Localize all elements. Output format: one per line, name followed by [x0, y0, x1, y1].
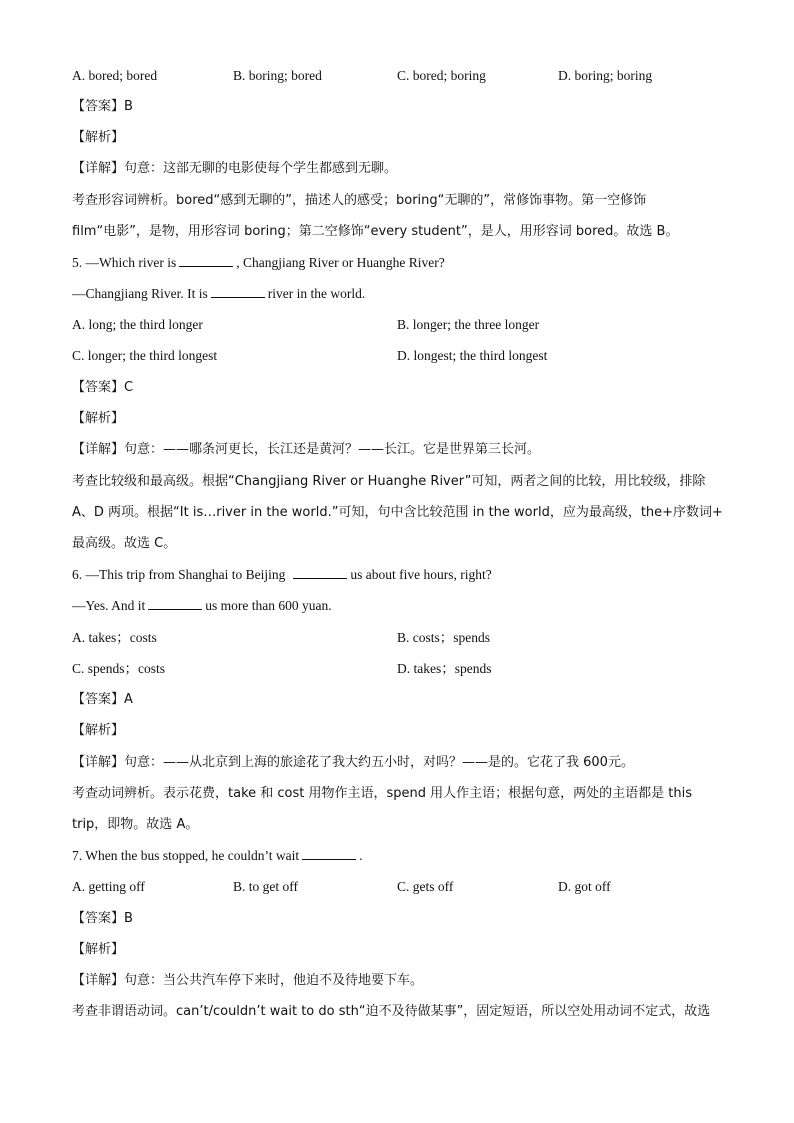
q6-explanation-1: 考查动词辨析。表示花费，take 和 cost 用物作主语，spend 用人作主语；根据句意，两处的主语都是 this — [72, 786, 692, 801]
q7-analysis-label: 【解析】 — [72, 942, 125, 957]
q6-explanation-2: trip，即物。故选 A。 — [72, 817, 199, 832]
q5-stem-line-1 — [72, 254, 445, 272]
q5-answer: 【答案】C — [72, 380, 134, 395]
q6-analysis-label: 【解析】 — [72, 723, 125, 738]
q6-stem-line-1 — [72, 566, 492, 584]
q4-detail: 【详解】句意：这部无聊的电影使每个学生都感到无聊。 — [72, 161, 398, 176]
q7-answer: 【答案】B — [72, 911, 133, 926]
q6-blank-1 — [293, 566, 347, 579]
q5-stem-line-2 — [72, 285, 365, 303]
q5-blank-2 — [211, 285, 265, 298]
q4-option-d: D. boring; boring — [558, 68, 653, 83]
q5-stem-text-2b: river in the world. — [267, 286, 366, 301]
q5-option-d: D. longest; the third longest — [397, 348, 548, 363]
q5-explanation-2: A、D 两项。根据“It is…river in the world.”可知，句中含比较范围 in the world，应为最高级，the+序数词+ — [72, 505, 723, 520]
q7-option-d: D. got off — [558, 879, 611, 894]
q6-option-d: D. takes；spends — [397, 661, 492, 676]
q5-blank-1 — [179, 254, 233, 267]
q5-option-a: A. long; the third longer — [72, 317, 203, 332]
q6-detail: 【详解】句意：——从北京到上海的旅途花了我大约五小时，对吗？——是的。它花了我 600元。 — [72, 755, 634, 770]
q4-analysis-label: 【解析】 — [72, 130, 125, 145]
q7-stem-text-1a: 7. When the bus stopped, he couldn’t wait — [72, 848, 300, 863]
q5-explanation-1: 考查比较级和最高级。根据“Changjiang River or Huanghe River”可知，两者之间的比较，用比较级，排除 — [72, 474, 706, 489]
q6-stem-text-2b: us more than 600 yuan. — [205, 598, 332, 613]
q5-analysis-label: 【解析】 — [72, 411, 125, 426]
q4-option-a: A. bored; bored — [72, 68, 158, 83]
q5-explanation-3: 最高级。故选 C。 — [72, 536, 177, 551]
q7-explanation-1: 考查非谓语动词。can’t/couldn’t wait to do sth“迫不及待做某事”，固定短语，所以空处用动词不定式，故选 — [72, 1004, 711, 1019]
q4-option-b: B. boring; bored — [233, 68, 322, 83]
q5-detail: 【详解】句意：——哪条河更长，长江还是黄河？——长江。它是世界第三长河。 — [72, 442, 541, 457]
q7-stem-text-1b: . — [359, 848, 363, 863]
q7-option-c: C. gets off — [397, 879, 454, 894]
q7-option-a: A. getting off — [72, 879, 145, 894]
q7-option-b: B. to get off — [233, 879, 298, 894]
q5-option-b: B. longer; the three longer — [397, 317, 540, 332]
q7-stem-line-1 — [72, 847, 362, 865]
q6-stem-line-2 — [72, 597, 332, 615]
q6-stem-text-2a: —Yes. And it — [72, 598, 146, 613]
q7-detail: 【详解】句意：当公共汽车停下来时，他迫不及待地要下车。 — [72, 973, 424, 988]
q6-option-a: A. takes；costs — [72, 630, 157, 645]
q6-option-c: C. spends；costs — [72, 661, 166, 676]
q6-option-b: B. costs；spends — [397, 630, 491, 645]
q5-stem-text-1b: , Changjiang River or Huanghe River? — [236, 255, 445, 270]
q6-answer: 【答案】A — [72, 692, 133, 707]
q7-blank-1 — [302, 847, 356, 860]
q6-blank-2 — [148, 597, 202, 610]
q5-stem-text-1a: 5. —Which river is — [72, 255, 177, 270]
q5-option-c: C. longer; the third longest — [72, 348, 218, 363]
q6-stem-text-1b: us about five hours, right? — [350, 567, 492, 582]
q4-answer: 【答案】B — [72, 99, 133, 114]
q4-explanation-2: film“电影”，是物，用形容词 boring；第二空修饰“every student”，是人，用形容词 bored。故选 B。 — [72, 224, 679, 239]
q4-option-c: C. bored; boring — [397, 68, 486, 83]
q6-stem-text-1a: 6. —This trip from Shanghai to Beijing — [72, 567, 286, 582]
q5-stem-text-2a: —Changjiang River. It is — [72, 286, 208, 301]
q4-explanation-1: 考查形容词辨析。bored“感到无聊的”，描述人的感受；boring“无聊的”，常修饰事物。第一空修饰 — [72, 193, 647, 208]
